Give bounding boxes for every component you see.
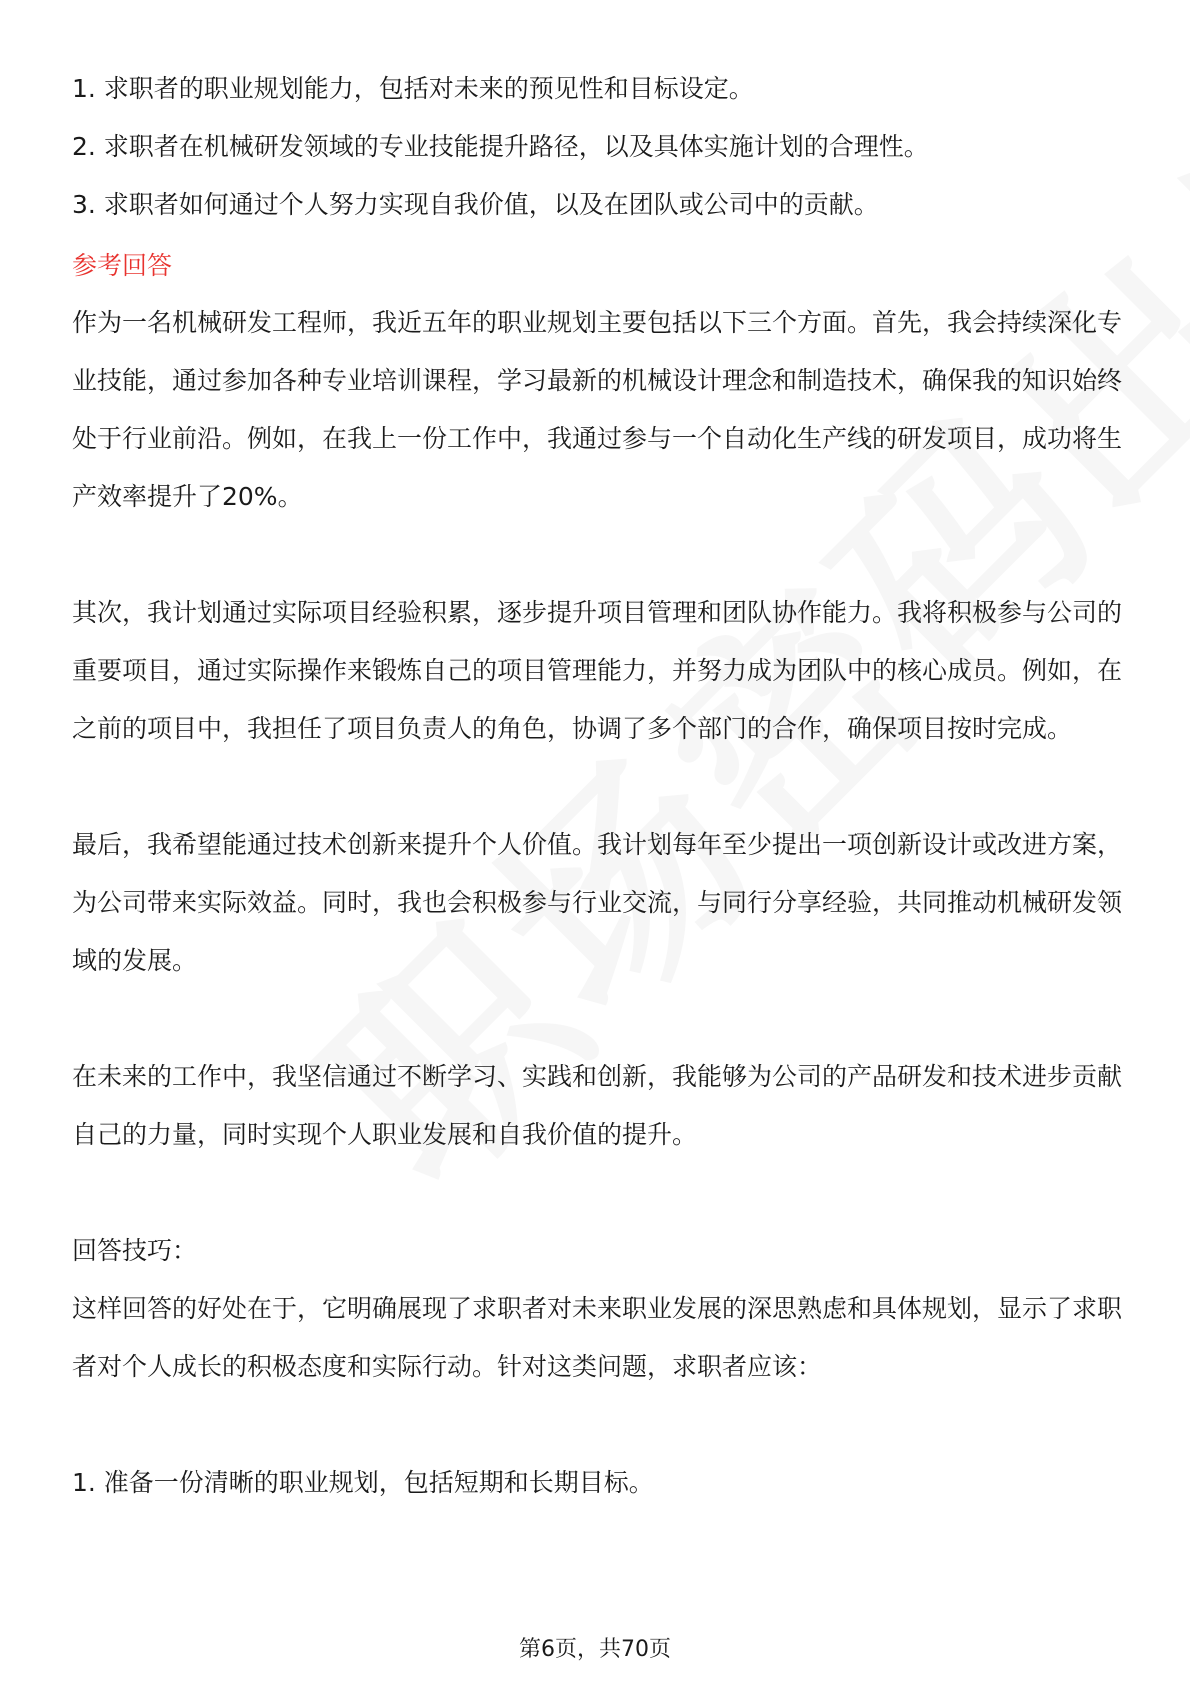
paragraph-gap [72, 990, 1122, 1048]
answer-paragraph: 其次，我计划通过实际项目经验积累，逐步提升项目管理和团队协作能力。我将积极参与公司的重要项目，通过实际操作来锻炼自己的项目管理能力，并努力成为团队中的核心成员。例如，在之前的项目中，我担任了项目负责人的角色，协调了多个部门的合作，确保项目按时完成。 [72, 598, 1123, 743]
list-item: 3. 求职者如何通过个人努力实现自我价值，以及在团队或公司中的贡献。 [72, 190, 879, 219]
tips-paragraph: 这样回答的好处在于，它明确展现了求职者对未来职业发展的深思熟虑和具体规划，显示了求职者对个人成长的积极态度和实际行动。针对这类问题，求职者应该： [72, 1294, 1123, 1381]
paragraph-gap [72, 758, 1122, 816]
answer-paragraph: 在未来的工作中，我坚信通过不断学习、实践和创新，我能够为公司的产品研发和技术进步贡献自己的力量，同时实现个人职业发展和自我价值的提升。 [72, 1062, 1123, 1149]
evaluation-points-list [72, 60, 1122, 234]
paragraph-gap [72, 526, 1122, 584]
tips-heading: 回答技巧： [72, 1236, 198, 1265]
list-item: 2. 求职者在机械研发领域的专业技能提升路径，以及具体实施计划的合理性。 [72, 132, 929, 161]
paragraph-gap [72, 1164, 1122, 1222]
answer-paragraph: 最后，我希望能通过技术创新来提升个人价值。我计划每年至少提出一项创新设计或改进方案，为公司带来实际效益。同时，我也会积极参与行业交流，与同行分享经验，共同推动机械研发领域的发展。 [72, 830, 1123, 975]
tips-list-item: 1. 准备一份清晰的职业规划，包括短期和长期目标。 [72, 1468, 654, 1497]
paragraph-gap [72, 1396, 1122, 1454]
answer-heading: 参考回答 [72, 251, 173, 280]
page-content [72, 60, 1122, 1512]
list-item: 1. 求职者的职业规划能力，包括对未来的预见性和目标设定。 [72, 74, 754, 103]
answer-paragraph: 作为一名机械研发工程师，我近五年的职业规划主要包括以下三个方面。首先，我会持续深化专业技能，通过参加各种专业培训课程，学习最新的机械设计理念和制造技术，确保我的知识始终处于行业前沿。例如，在我上一份工作中，我通过参与一个自动化生产线的研发项目，成功将生产效率提升了20%。 [72, 308, 1123, 511]
page-number: 第6页，共70页 [519, 1637, 671, 1662]
